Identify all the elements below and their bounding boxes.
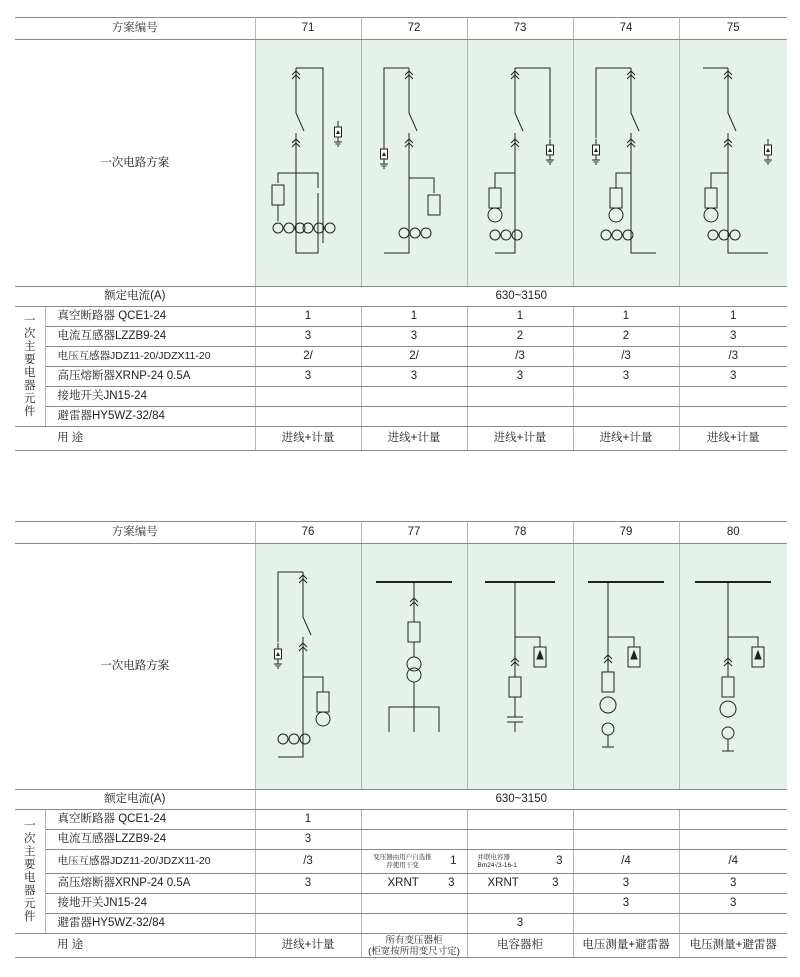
arrester-71 bbox=[255, 407, 361, 427]
arrester-77 bbox=[361, 914, 467, 934]
fuse-label: 高压熔断器XRNP-24 0.5A bbox=[45, 367, 255, 387]
ct-label-2: 电流互感器LZZB9-24 bbox=[45, 830, 255, 850]
ct-78 bbox=[467, 830, 573, 850]
vcb-76: 1 bbox=[255, 810, 361, 830]
arrester-78: 3 bbox=[467, 914, 573, 934]
pt-80: /4 bbox=[679, 850, 787, 874]
pt-77 bbox=[361, 850, 467, 874]
pt-78 bbox=[467, 850, 573, 874]
usage-79: 电压测量+避雷器 bbox=[573, 934, 679, 958]
circuit-diagram-75 bbox=[679, 40, 787, 287]
earth-75 bbox=[679, 387, 787, 407]
circuit-diagram-78-svg bbox=[470, 567, 570, 767]
fuse-80: 3 bbox=[679, 874, 787, 894]
rated-current-label: 额定电流(A) bbox=[15, 287, 255, 307]
usage-72: 进线+计量 bbox=[361, 427, 467, 451]
fuse-72: 3 bbox=[361, 367, 467, 387]
pt-label: 电压互感器JDZ11-20/JDZX11-20 bbox=[45, 347, 255, 367]
fuse-77-value: 3 bbox=[448, 877, 455, 889]
pt-label-2: 电压互感器JDZ11-20/JDZX11-20 bbox=[45, 850, 255, 874]
arrester-73 bbox=[467, 407, 573, 427]
usage-78: 电容器柜 bbox=[467, 934, 573, 958]
vcb-71: 1 bbox=[255, 307, 361, 327]
fuse-78 bbox=[467, 874, 573, 894]
earth-73 bbox=[467, 387, 573, 407]
earth-77 bbox=[361, 894, 467, 914]
fuse-71: 3 bbox=[255, 367, 361, 387]
earth-switch-label: 接地开关JN15-24 bbox=[45, 387, 255, 407]
circuit-diagram-79 bbox=[573, 544, 679, 790]
earth-71 bbox=[255, 387, 361, 407]
earth-78 bbox=[467, 894, 573, 914]
scheme-76: 76 bbox=[255, 522, 361, 544]
arrester-72 bbox=[361, 407, 467, 427]
earth-79: 3 bbox=[573, 894, 679, 914]
usage-80: 电压测量+避雷器 bbox=[679, 934, 787, 958]
vcb-73: 1 bbox=[467, 307, 573, 327]
circuit-diagram-76 bbox=[255, 544, 361, 790]
pt-72: 2/ bbox=[361, 347, 467, 367]
rated-current-label-2: 额定电流(A) bbox=[15, 790, 255, 810]
circuit-diagram-72 bbox=[361, 40, 467, 287]
fuse-79: 3 bbox=[573, 874, 679, 894]
pt-75: /3 bbox=[679, 347, 787, 367]
scheme-71: 71 bbox=[255, 18, 361, 40]
usage-label-2: 用 途 bbox=[15, 934, 255, 958]
usage-73: 进线+计量 bbox=[467, 427, 573, 451]
fuse-77 bbox=[361, 874, 467, 894]
fuse-75: 3 bbox=[679, 367, 787, 387]
circuit-diagram-73-svg bbox=[470, 63, 570, 263]
circuit-diagram-74 bbox=[573, 40, 679, 287]
ct-76: 3 bbox=[255, 830, 361, 850]
circuit-diagram-71-svg bbox=[258, 63, 358, 263]
fuse-76: 3 bbox=[255, 874, 361, 894]
scheme-79: 79 bbox=[573, 522, 679, 544]
vcb-label: 真空断路器 QCE1-24 bbox=[45, 307, 255, 327]
arrester-label: 避雷器HY5WZ-32/84 bbox=[45, 407, 255, 427]
scheme-78: 78 bbox=[467, 522, 573, 544]
ct-79 bbox=[573, 830, 679, 850]
fuse-label-2: 高压熔断器XRNP-24 0.5A bbox=[45, 874, 255, 894]
ct-74: 2 bbox=[573, 327, 679, 347]
vcb-74: 1 bbox=[573, 307, 679, 327]
circuit-diagram-71 bbox=[255, 40, 361, 287]
scheme-75: 75 bbox=[679, 18, 787, 40]
circuit-diagram-80-svg bbox=[683, 567, 783, 767]
circuit-diagram-80 bbox=[679, 544, 787, 790]
fuse-73: 3 bbox=[467, 367, 573, 387]
ct-label: 电流互感器LZZB9-24 bbox=[45, 327, 255, 347]
earth-74 bbox=[573, 387, 679, 407]
scheme-72: 72 bbox=[361, 18, 467, 40]
pt-76: /3 bbox=[255, 850, 361, 874]
main-components-group-label-2: 一 次 主 要 电 器 元 件 bbox=[15, 810, 45, 934]
scheme-table-1 bbox=[15, 17, 787, 451]
earth-76 bbox=[255, 894, 361, 914]
fuse-74: 3 bbox=[573, 367, 679, 387]
vcb-79 bbox=[573, 810, 679, 830]
arrester-label-2: 避雷器HY5WZ-32/84 bbox=[45, 914, 255, 934]
circuit-label-2: 一次电路方案 bbox=[15, 544, 255, 790]
earth-72 bbox=[361, 387, 467, 407]
ct-73: 2 bbox=[467, 327, 573, 347]
usage-75: 进线+计量 bbox=[679, 427, 787, 451]
circuit-diagram-79-svg bbox=[576, 567, 676, 767]
ct-71: 3 bbox=[255, 327, 361, 347]
arrester-79 bbox=[573, 914, 679, 934]
vcb-75: 1 bbox=[679, 307, 787, 327]
usage-77 bbox=[361, 934, 467, 958]
main-components-group-label: 一 次 主 要 电 器 元 件 bbox=[15, 307, 45, 427]
circuit-diagram-77-svg bbox=[364, 567, 464, 767]
usage-71: 进线+计量 bbox=[255, 427, 361, 451]
circuit-diagram-78 bbox=[467, 544, 573, 790]
usage-label: 用 途 bbox=[15, 427, 255, 451]
fuse-78-value: 3 bbox=[552, 877, 559, 889]
arrester-75 bbox=[679, 407, 787, 427]
rated-current-value: 630~3150 bbox=[255, 287, 787, 307]
scheme-80: 80 bbox=[679, 522, 787, 544]
circuit-diagram-77 bbox=[361, 544, 467, 790]
earth-80: 3 bbox=[679, 894, 787, 914]
circuit-diagram-74-svg bbox=[576, 63, 676, 263]
scheme-73: 73 bbox=[467, 18, 573, 40]
circuit-label: 一次电路方案 bbox=[15, 40, 255, 287]
fuse-78-name: XRNT bbox=[487, 877, 519, 889]
scheme-number-header-2: 方案编号 bbox=[15, 522, 255, 544]
circuit-diagram-75-svg bbox=[683, 63, 783, 263]
circuit-diagram-73 bbox=[467, 40, 573, 287]
pt-79: /4 bbox=[573, 850, 679, 874]
pt-73: /3 bbox=[467, 347, 573, 367]
vcb-72: 1 bbox=[361, 307, 467, 327]
earth-switch-label-2: 接地开关JN15-24 bbox=[45, 894, 255, 914]
fuse-77-name: XRNT bbox=[387, 877, 419, 889]
vcb-80 bbox=[679, 810, 787, 830]
arrester-74 bbox=[573, 407, 679, 427]
usage-77-line1: 所有变压器柜 bbox=[385, 934, 443, 946]
usage-74: 进线+计量 bbox=[573, 427, 679, 451]
scheme-number-header: 方案编号 bbox=[15, 18, 255, 40]
rated-current-value-2: 630~3150 bbox=[255, 790, 787, 810]
scheme-74: 74 bbox=[573, 18, 679, 40]
ct-77 bbox=[361, 830, 467, 850]
pt-77-value: 1 bbox=[450, 855, 457, 867]
usage-76: 进线+计量 bbox=[255, 934, 361, 958]
vcb-label-2: 真空断路器 QCE1-24 bbox=[45, 810, 255, 830]
circuit-diagram-76-svg bbox=[258, 567, 358, 767]
pt-78-value: 3 bbox=[556, 855, 563, 867]
vcb-78 bbox=[467, 810, 573, 830]
ct-80 bbox=[679, 830, 787, 850]
arrester-76 bbox=[255, 914, 361, 934]
pt-78-note: 并联电容器 Bm24√3-16-1 bbox=[477, 853, 517, 869]
scheme-77: 77 bbox=[361, 522, 467, 544]
vcb-77 bbox=[361, 810, 467, 830]
scheme-table-2 bbox=[15, 521, 787, 958]
circuit-diagram-72-svg bbox=[364, 63, 464, 263]
pt-71: 2/ bbox=[255, 347, 361, 367]
usage-77-line2: (柜宽按所用变尺寸定) bbox=[368, 945, 460, 957]
pt-74: /3 bbox=[573, 347, 679, 367]
ct-72: 3 bbox=[361, 327, 467, 347]
ct-75: 3 bbox=[679, 327, 787, 347]
pt-77-note: 变压器由用户自选推荐使用干变 bbox=[373, 853, 432, 869]
arrester-80 bbox=[679, 914, 787, 934]
